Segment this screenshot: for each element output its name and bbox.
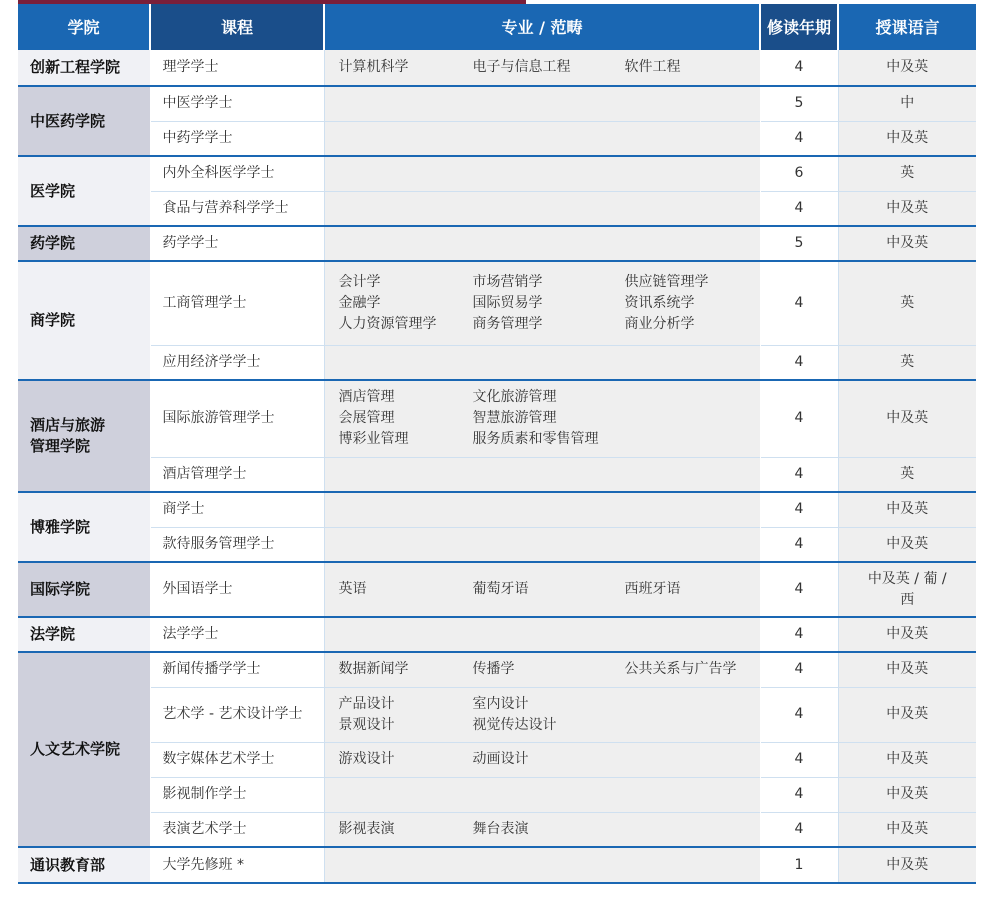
language-cell: 英 <box>838 156 976 191</box>
language-cell: 中及英 <box>838 527 976 562</box>
school-cell: 人文艺术学院 <box>18 652 150 847</box>
majors-cell <box>324 562 760 617</box>
majors-grid <box>339 694 760 736</box>
major-item: 酒店管理 <box>338 389 395 406</box>
table-body <box>18 50 976 883</box>
majors-cell <box>324 121 760 156</box>
major-item: 资讯系统学 <box>624 294 695 311</box>
school-cell: 医学院 <box>18 156 150 226</box>
major-item: 供应链管理学 <box>624 273 709 290</box>
years-cell: 5 <box>760 86 838 121</box>
major-item: 国际贸易学 <box>472 294 543 311</box>
years-cell: 1 <box>760 847 838 883</box>
major-item: 会展管理 <box>338 410 395 427</box>
major-item: 英语 <box>338 581 367 597</box>
majors-cell <box>324 527 760 562</box>
table-row <box>18 261 976 345</box>
majors-cell <box>324 457 760 492</box>
majors-grid <box>339 579 760 600</box>
table-row <box>18 777 976 812</box>
majors-cell <box>324 380 760 457</box>
majors-cell <box>324 617 760 652</box>
header-majors: 专业 / 范畴 <box>324 4 760 50</box>
majors-cell <box>324 687 760 742</box>
major-item <box>625 715 775 736</box>
header-course: 课程 <box>150 4 324 50</box>
years-cell: 4 <box>760 617 838 652</box>
course-cell: 中医学学士 <box>150 86 324 121</box>
major-item: 数据新闻学 <box>338 661 409 678</box>
table-row <box>18 687 976 742</box>
course-cell: 国际旅游管理学士 <box>150 380 324 457</box>
years-cell: 4 <box>760 742 838 777</box>
table-row <box>18 457 976 492</box>
table-row <box>18 380 976 457</box>
table-row <box>18 345 976 380</box>
majors-cell <box>324 50 760 86</box>
course-cell: 中药学学士 <box>150 121 324 156</box>
years-cell: 4 <box>760 652 838 687</box>
major-item: 室内设计 <box>472 695 529 712</box>
course-cell: 应用经济学学士 <box>150 345 324 380</box>
language-cell: 中及英 <box>838 812 976 847</box>
table-row <box>18 742 976 777</box>
majors-grid <box>339 659 760 680</box>
language-cell: 中及英 <box>838 121 976 156</box>
school-name-line: 酒店与旅游 <box>30 416 106 434</box>
school-cell: 商学院 <box>18 261 150 380</box>
major-item: 服务质素和零售管理 <box>472 431 599 448</box>
language-cell: 中及英 <box>838 380 976 457</box>
years-cell: 4 <box>760 812 838 847</box>
table-row <box>18 226 976 261</box>
majors-cell <box>324 86 760 121</box>
years-cell: 4 <box>760 492 838 527</box>
course-cell: 数字媒体艺术学士 <box>150 742 324 777</box>
majors-cell <box>324 847 760 883</box>
majors-grid <box>339 387 760 450</box>
major-item: 商务管理学 <box>472 315 543 332</box>
course-cell: 食品与营养科学学士 <box>150 191 324 226</box>
table-row <box>18 191 976 226</box>
major-item: 金融学 <box>338 294 381 311</box>
majors-grid <box>339 819 760 840</box>
majors-cell <box>324 261 760 345</box>
major-item: 动画设计 <box>472 751 529 767</box>
language-cell: 中及英 <box>838 742 976 777</box>
table-row <box>18 652 976 687</box>
major-item: 传播学 <box>472 661 515 678</box>
course-cell: 外国语学士 <box>150 562 324 617</box>
school-cell: 创新工程学院 <box>18 50 150 86</box>
major-item: 公共关系与广告学 <box>624 661 737 678</box>
years-cell: 4 <box>760 457 838 492</box>
course-cell: 款待服务管理学士 <box>150 527 324 562</box>
language-cell: 中及英 <box>838 617 976 652</box>
language-cell: 中及英 <box>838 492 976 527</box>
table-row <box>18 86 976 121</box>
years-cell: 4 <box>760 562 838 617</box>
school-cell: 药学院 <box>18 226 150 261</box>
course-cell: 大学先修班 * <box>150 847 324 883</box>
majors-grid <box>339 272 760 335</box>
course-cell: 商学士 <box>150 492 324 527</box>
majors-cell <box>324 492 760 527</box>
major-item: 景观设计 <box>338 716 395 733</box>
major-item <box>625 408 775 429</box>
majors-cell <box>324 156 760 191</box>
course-cell: 内外全科医学学士 <box>150 156 324 191</box>
table-row <box>18 50 976 86</box>
table-row <box>18 156 976 191</box>
major-item <box>625 387 775 408</box>
course-cell: 新闻传播学学士 <box>150 652 324 687</box>
language-cell: 中及英 <box>838 191 976 226</box>
major-item: 产品设计 <box>338 695 395 712</box>
major-item: 商业分析学 <box>624 315 695 332</box>
majors-cell <box>324 345 760 380</box>
years-cell: 4 <box>760 777 838 812</box>
majors-cell <box>324 777 760 812</box>
majors-grid <box>339 57 760 78</box>
major-item <box>625 694 775 715</box>
major-item: 电子与信息工程 <box>472 59 571 75</box>
major-item: 计算机科学 <box>338 59 409 75</box>
school-cell: 国际学院 <box>18 562 150 617</box>
language-cell: 英 <box>838 457 976 492</box>
years-cell: 4 <box>760 191 838 226</box>
school-cell: 博雅学院 <box>18 492 150 562</box>
major-item: 人力资源管理学 <box>338 315 437 332</box>
years-cell: 4 <box>760 121 838 156</box>
school-cell: 法学院 <box>18 617 150 652</box>
majors-cell <box>324 812 760 847</box>
major-item: 葡萄牙语 <box>472 581 529 597</box>
language-cell: 中及英 <box>838 226 976 261</box>
major-item <box>625 819 775 840</box>
years-cell: 4 <box>760 527 838 562</box>
majors-cell <box>324 191 760 226</box>
course-cell: 药学学士 <box>150 226 324 261</box>
table-row <box>18 617 976 652</box>
school-cell <box>18 380 150 492</box>
language-cell: 中 <box>838 86 976 121</box>
table-row <box>18 847 976 883</box>
header-language: 授课语言 <box>838 4 976 50</box>
language-cell: 英 <box>838 345 976 380</box>
major-item: 游戏设计 <box>338 751 395 767</box>
major-item: 软件工程 <box>624 59 681 75</box>
years-cell: 6 <box>760 156 838 191</box>
course-cell: 艺术学 - 艺术设计学士 <box>150 687 324 742</box>
header-school: 学院 <box>18 4 150 50</box>
major-item: 舞台表演 <box>472 820 529 837</box>
major-item: 智慧旅游管理 <box>472 410 557 427</box>
majors-cell <box>324 226 760 261</box>
course-cell: 表演艺术学士 <box>150 812 324 847</box>
table-row <box>18 812 976 847</box>
major-item: 影视表演 <box>338 820 395 837</box>
years-cell: 4 <box>760 50 838 86</box>
majors-grid <box>339 749 760 770</box>
major-item: 市场营销学 <box>472 273 543 290</box>
majors-cell <box>324 742 760 777</box>
language-cell: 中及英 / 葡 / 西 <box>838 562 976 617</box>
programme-table <box>18 4 976 884</box>
school-name-line: 管理学院 <box>30 437 91 455</box>
major-item: 会计学 <box>338 273 381 290</box>
language-cell: 中及英 <box>838 652 976 687</box>
majors-cell <box>324 652 760 687</box>
school-cell: 通识教育部 <box>18 847 150 883</box>
major-item: 西班牙语 <box>624 581 681 597</box>
table-row <box>18 492 976 527</box>
table-row <box>18 121 976 156</box>
school-cell: 中医药学院 <box>18 86 150 156</box>
major-item: 博彩业管理 <box>338 431 409 448</box>
years-cell: 4 <box>760 345 838 380</box>
years-cell: 4 <box>760 261 838 345</box>
major-item: 视觉传达设计 <box>472 716 557 733</box>
language-cell: 中及英 <box>838 687 976 742</box>
major-item <box>625 429 775 450</box>
language-cell: 中及英 <box>838 777 976 812</box>
table-row <box>18 562 976 617</box>
years-cell: 4 <box>760 380 838 457</box>
table-row <box>18 527 976 562</box>
course-cell: 酒店管理学士 <box>150 457 324 492</box>
course-cell: 影视制作学士 <box>150 777 324 812</box>
language-cell: 中及英 <box>838 847 976 883</box>
major-item: 文化旅游管理 <box>472 389 557 406</box>
language-cell: 英 <box>838 261 976 345</box>
years-cell: 5 <box>760 226 838 261</box>
header-years: 修读年期 <box>760 4 838 50</box>
course-cell: 法学学士 <box>150 617 324 652</box>
course-cell: 工商管理学士 <box>150 261 324 345</box>
years-cell: 4 <box>760 687 838 742</box>
language-cell: 中及英 <box>838 50 976 86</box>
course-cell: 理学学士 <box>150 50 324 86</box>
major-item <box>625 749 775 770</box>
